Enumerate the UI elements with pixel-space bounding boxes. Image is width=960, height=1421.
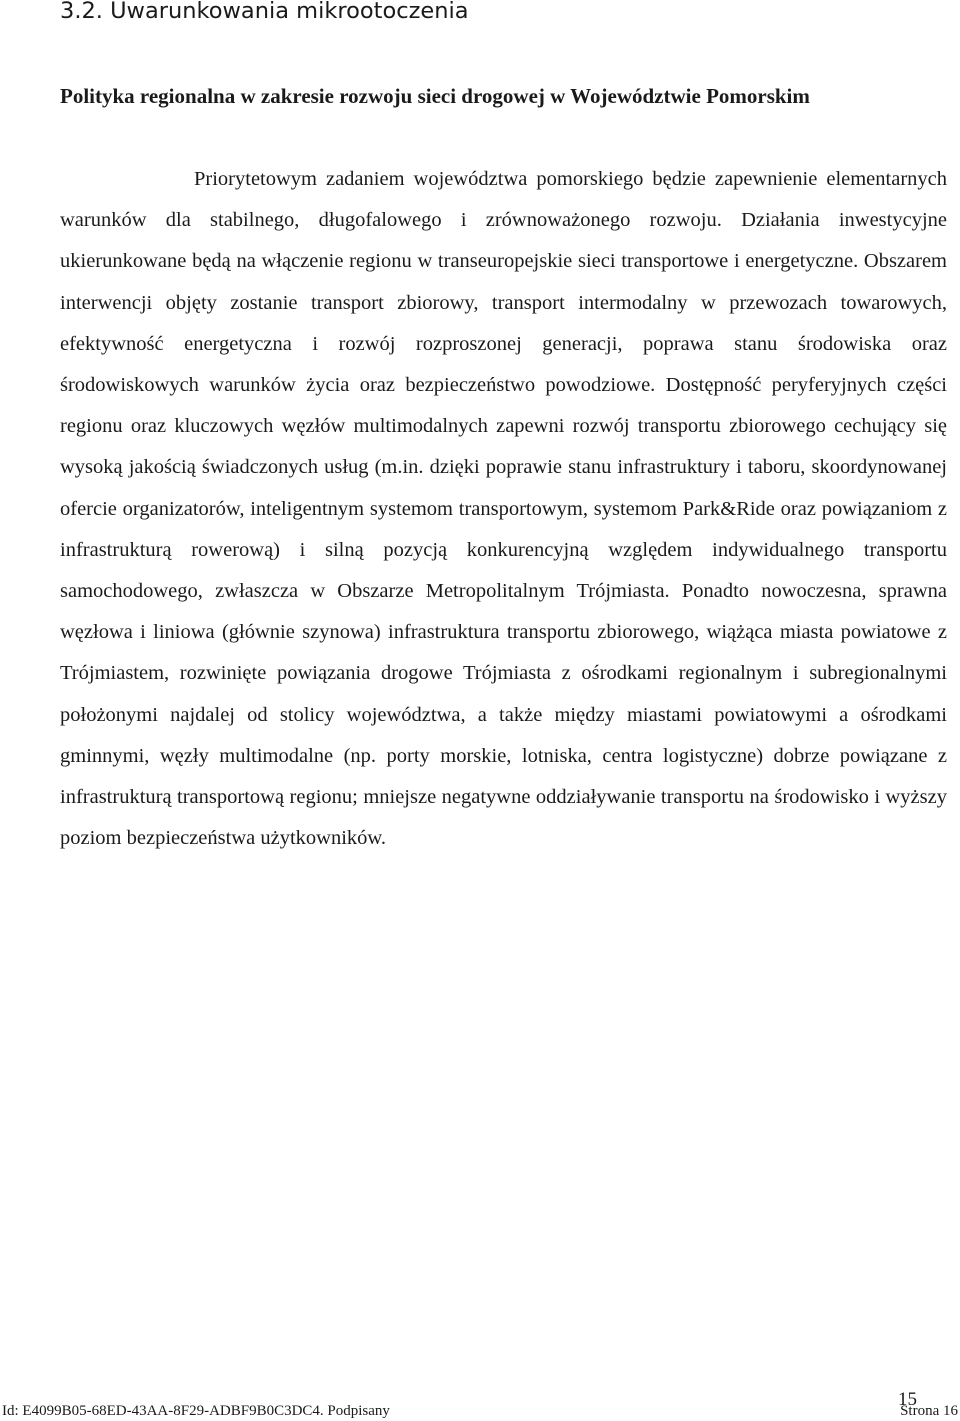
section-heading: 3.2. Uwarunkowania mikrootoczenia	[60, 0, 469, 24]
footer-page-number: 15	[898, 1389, 917, 1410]
subsection-heading: Polityka regionalna w zakresie rozwoju sieci drogowej w Województwie Pomorskim	[60, 84, 810, 108]
body-paragraph: Priorytetowym zadaniem województwa pomorskiego będzie zapewnienie elementarnych warunków dla stabilnego, długofalowego i zrównoważonego rozwoju. Działania inwestycyjne ukierunkowane będą na włączenie regionu w transeuropejskie sieci transportowe i energetyczne. Obszarem interwencji objęty zostanie transport zbiorowy, transport intermodalny w przewozach towarowych, efektywność energetyczna i rozwój rozproszonej generacji, poprawa stanu środowiska oraz środowiskowych warunków życia oraz bezpieczeństwo powodziowe. Dostępność peryferyjnych części regionu oraz kluczowych węzłów multimodalnych zapewni rozwój transportu zbiorowego cechujący się wysoką jakością świadczonych usług (m.in. dzięki poprawie stanu infrastruktury i taboru, skoordynowanej ofercie organizatorów, inteligentnym systemom transportowym, systemom Park&Ride oraz powiązaniom z infrastrukturą rowerową) i silną pozycją konkurencyjną względem indywidualnego transportu samochodowego, zwłaszcza w Obszarze Metropolitalnym Trójmiasta. Ponadto nowoczesna, sprawna węzłowa i liniowa (głównie szynowa) infrastruktura transportu zbiorowego, wiążąca miasta powiatowe z Trójmiastem, rozwinięte powiązania drogowe Trójmiasta z ośrodkami regionalnym i subregionalnymi położonymi najdalej od stolicy województwa, a także między miastami powiatowymi a ośrodkami gminnymi, węzły multimodalne (np. porty morskie, lotniska, centra logistyczne) dobrze powiązane z infrastrukturą transportową regionu; mniejsze negatywne oddziaływanie transportu na środowisko i wyższy poziom bezpieczeństwa użytkowników.	[60, 168, 947, 850]
footer-document-id: Id: E4099B05-68ED-43AA-8F29-ADBF9B0C3DC4. Podpisany	[2, 1403, 390, 1419]
footer-page-label: Strona 16	[900, 1403, 958, 1419]
